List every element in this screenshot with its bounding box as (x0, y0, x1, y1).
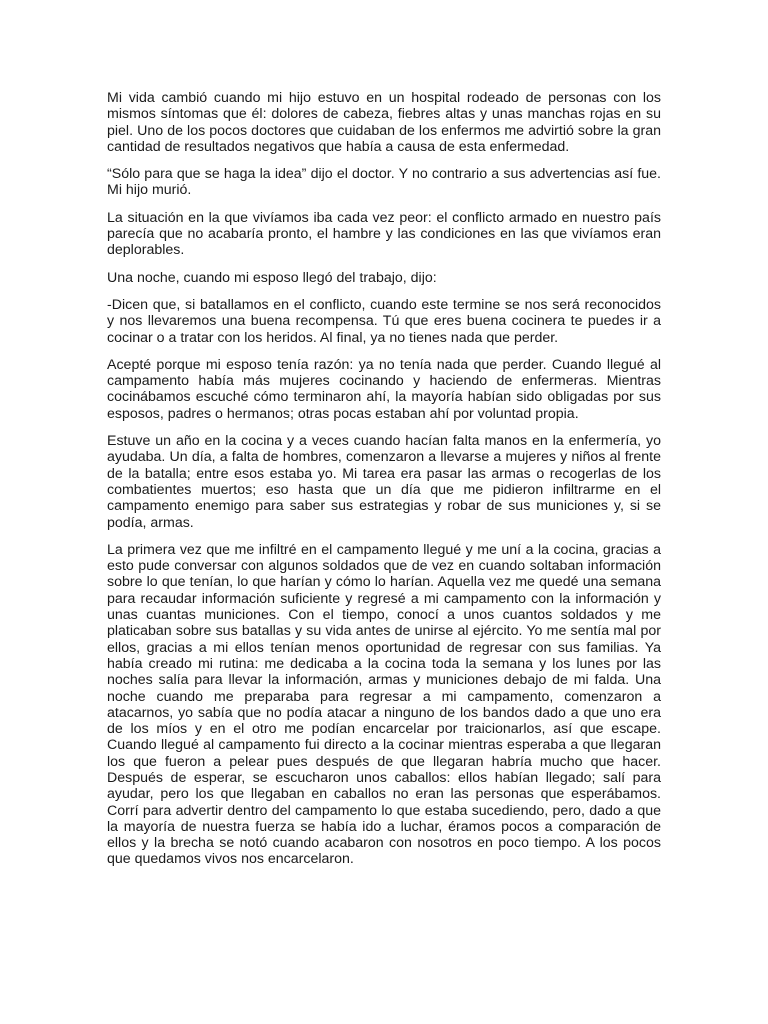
document-page (107, 90, 661, 879)
paragraph-6: Acepté porque mi esposo tenía razón: ya no tenía nada que perder. Cuando llegué al campamento había más mujeres cocinando y haciendo de enfermeras. Mientras cocinábamos escuché cómo terminaron ahí, la mayoría habían sido obligadas por sus esposos, padres o hermanos; otras pocas estaban ahí por voluntad propia. (107, 356, 661, 422)
paragraph-1: Mi vida cambió cuando mi hijo estuvo en un hospital rodeado de personas con los mismos síntomas que él: dolores de cabeza, fiebres altas y unas manchas rojas en su piel. Uno de los pocos doctores que cuidaban de los enfermos me advirtió sobre la gran cantidad de resultados negativos que había a causa de esta enfermedad. (107, 90, 661, 155)
paragraph-3: La situación en la que vivíamos iba cada vez peor: el conflicto armado en nuestro país parecía que no acabaría pronto, el hambre y las condiciones en las que vivíamos eran deplorables. (107, 209, 661, 259)
paragraph-2: “Sólo para que se haga la idea” dijo el doctor. Y no contrario a sus advertencias así fue. Mi hijo murió. (107, 166, 661, 199)
paragraph-4: Una noche, cuando mi esposo llegó del trabajo, dijo: (107, 269, 437, 286)
paragraph-8: La primera vez que me infiltré en el campamento llegué y me uní a la cocina, gracias a esto pude conversar con algunos soldados que de vez en cuando soltaban información sobre lo que tenían, lo que harían y cómo lo harían. Aquella vez me quedé una semana para recaudar información suficiente y regresé a mi campamento con la información y unas cuantas municiones. Con el tiempo, conocí a unos cuantos soldados y me platicaban sobre sus batallas y su vida antes de unirse al ejército. Yo me sentía mal por ellos, gracias a mi ellos tenían menos oportunidad de regresar con sus familias. Ya había creado mi rutina: me dedicaba a la cocina toda la semana y los lunes por las noches salía para llevar la información, armas y municiones debajo de mi falda. Una noche cuando me preparaba para regresar a mi campamento, comenzaron a atacarnos, yo sabía que no podía atacar a ninguno de los bandos dado a que uno era de los míos y en el otro me podían encarcelar por traicionarlos, así que escape. Cuando llegué al campamento fui directo a la cocinar mientras esperaba a que llegaran los que fueron a pelear pues después de que llegaran habría mucho que hacer. Después de esperar, se escucharon unos caballos: ellos habían llegado; salí para ayudar, pero los que llegaban en caballos no eran las personas que esperábamos. Corrí para advertir dentro del campamento lo que estaba sucediendo, pero, dado a que la mayoría de nuestra fuerza se había ido a luchar, éramos pocos a comparación de ellos y la brecha se notó cuando acabaron con nosotros en poco tiempo. A los pocos que quedamos vivos nos encarcelaron. (107, 541, 661, 868)
paragraph-5: -Dicen que, si batallamos en el conflicto, cuando este termine se nos será reconocidos y nos llevaremos una buena recompensa. Tú que eres buena cocinera te puedes ir a cocinar o a tratar con los heridos. Al final, ya no tienes nada que perder. (107, 296, 661, 346)
paragraph-7: Estuve un año en la cocina y a veces cuando hacían falta manos en la enfermería, yo ayudaba. Un día, a falta de hombres, comenzaron a llevarse a mujeres y niños al frente de la batalla; entre esos estaba yo. Mi tarea era pasar las armas o recogerlas de los combatientes muertos; eso hasta que un día que me pidieron infiltrarme en el campamento enemigo para saber sus estrategias y robar de sus municiones y, si se podía, armas. (107, 433, 661, 531)
